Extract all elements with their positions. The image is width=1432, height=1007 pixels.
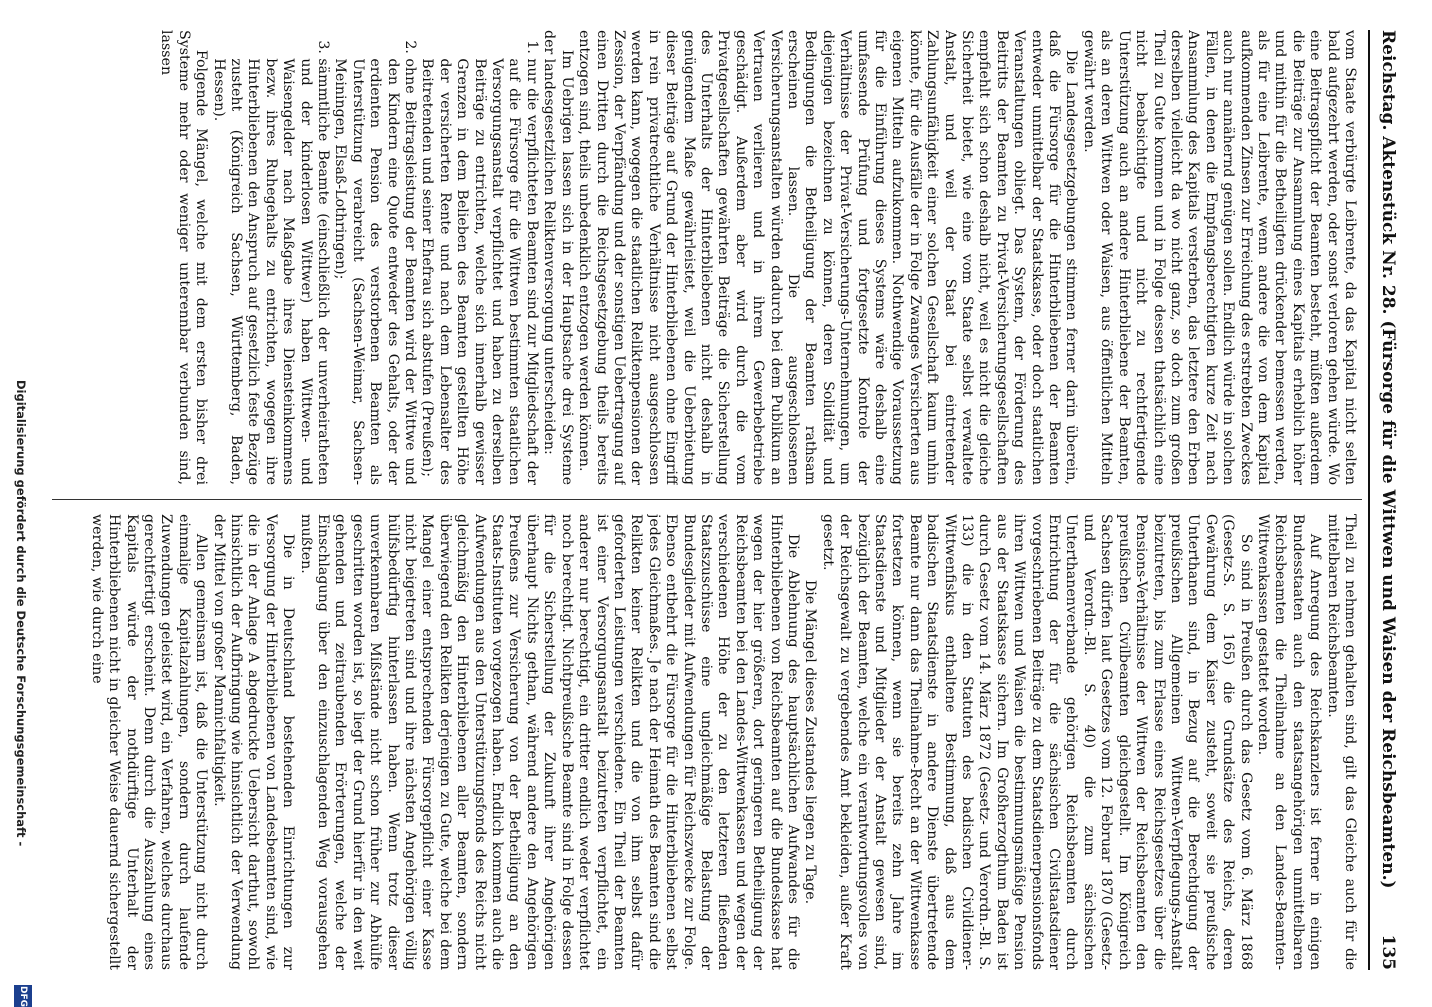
- dfg-logo: DFG: [14, 985, 32, 1007]
- digitization-note: Digitalisierung gefördert durch die Deutsche Forschungsgemeinschaft -: [14, 380, 28, 847]
- paragraph: Theil zu nehmen gehalten sind, gilt das Gleiche auch für die mittelbaren Reichsbeamten.: [1324, 514, 1358, 970]
- list-item: 2. ohne Beitragsleistung der Beamten wird der Wittwe und den Kindern eine Quote entweder des Gehalts, oder der erdienten Pension des verstorbenen Beamten als Unterstützung verabreicht (Sachsen-Weimar, Sachsen-Meiningen, Elsaß-Lothringen);: [331, 58, 418, 485]
- page-header: [1372, 30, 1398, 970]
- list-item: 1. nur die verpflichteten Beamten sind zur Mitgliedschaft der auf die Fürsorge für die Wittwen bestimmten staatlichen Versorgungsanstalt verpflichtet und haben zu derselben Beiträge zu entrichten, welche sich innerhalb gewisser Grenzen in dem Belieben des Beamten gestellten Höhe der versicherten Rente und nach dem Lebensalter des Beitretenden und seiner Ehefrau sich abstufen (Preußen);: [418, 58, 540, 485]
- right-column: [58, 514, 1358, 970]
- paragraph: Die Ablehnung des hauptsächlichen Aufwandes für die Hinterbliebenen von Reichsbeamten auf die Bundeskasse hat wegen der hier größeren, dort geringeren Betheiligung der Reichsbeamten bei den Landes-Wittwenkassen und wegen der verschiedenen Höhe der zu den letzteren fließenden Staatszuschüsse eine ungleichmäßige Belastung der Bundesglieder mit Aufwendungen für Reichszwecke zur Folge. Ebenso entbehrt die Fürsorge für die Hinterbliebenen selbst jedes Gleichmaßes. Je nach der Heimath des Beamten sind die Relikten keiner Relikten und die von ihm selbst dafür geforderten Leistungen verschiedene. Ein Theil der Beamten ist einer Versorgungsanstalt beizutreten verpflichtet, ein anderer nur berechtigt, ein dritter endlich weder verpflichtet noch berechtigt. Nichtpreußische Beamte sind in Folge dessen für die Sicherstellung der Zukunft ihrer Angehörigen überhaupt Nichts gethan, während andere den Angehörigen Preußens zur Versicherung von der Betheiligung an den Staats-Instituten vorgezogen haben. Endlich kommen auch die Aufwendungen aus den Unterstützungsfonds des Reichs nicht gleichmäßig den Hinterbliebenen aller Beamten, sondern überwiegend den Relikten derjenigen zu Gute, welche bei dem Mangel einer entsprechenden Fürsorgepflicht einer Kasse nicht beigetreten sind und ihre nächsten Angehörigen völlig hülfsbedürftig hinterlassen haben. Wenn trotz dieser unverkennbaren Mißstände nicht schon früher zur Abhülfe geschritten worden ist, so liegt der Grund hierfür in den weit gehenden und zeitraubenden Erörterungen, welche der Einschlagung über den einzuschlagenden Weg vorausgehen mußten.: [297, 514, 801, 970]
- list-item: 3. sämmtliche Beamte (einschließlich der unverheiratheten und der kinderlosen Wittwer) haben Wittwen- und Waisengelder nach Maßgabe ihres Diensteinkommens bezw. ihres Ruhegehalts zu entrichten, wogegen ihre Hinterbliebenen den Anspruch auf gesetzlich feste Bezüge zusteht (Königreich Sachsen, Württemberg, Baden, Hessen).: [209, 58, 331, 485]
- digitization-footer: [6, 0, 36, 1007]
- running-title: Reichstag. Aktenstück Nr. 28. (Fürsorge für die Wittwen und Waisen der Reichsbeamten.): [1378, 30, 1398, 889]
- paragraph: Allen gemeinsam ist, daß die Unterstützung nicht durch einmalige Kapitalzahlungen, sondern durch laufende Zuwendungen geleistet wird, ein Verfahren, welches durchaus gerechtfertigt erscheint. Denn durch die Auszahlung eines Kapitals würde der nothdürftige Unterhalt der Hinterbliebenen nicht in gleicher Weise dauernd sichergestellt werden, wie durch eine: [88, 514, 210, 970]
- paragraph: vom Staate verbürgte Leibrente, da das Kapital nicht selten bald aufgezehrt werden, oder sonst verloren gehen würde. Wo eine Beitragspflicht der Beamten besteht, müßten außerdem die Beiträge zur Ansammlung eines Kapitals erheblich höher und mithin für die Betheiligten drückender bemessen werden, als für eine Leibrente, wenn andere die von dem Kapital aufkommenden Zinsen zur Erreichung des erstrebten Zweckes auch nur annähernd genügen sollen. Endlich würde in solchen Fällen, in denen die Empfangsberechtigten kurze Zeit nach Ansammlung des Kapitals versterben, das letztere den Erben derselben vielleicht da wo nicht ganz, so doch zum großen Theil zu Gute kommen und in Folge dessen thatsächlich eine nicht beabsichtigte und nicht zu rechtfertigende Unterstützung auch an andere Hinterbliebene der Beamten, als an deren Wittwen oder Waisen, aus öffentlichen Mitteln gewährt werden.: [1080, 30, 1358, 485]
- paragraph: So sind in Preußen durch das Gesetz vom 6. März 1868 (Gesetz-S. S. 165) die Grundsätze des Reichs, deren Gewährung dem Kaiser zusteht, soweit sie preußische Unterthanen sind, in Bezug auf die Berechtigung der preußischen Allgemeinen Wittwen-Verpflegungs-Anstalt beizutreten, bis zum Erlasse eines Reichsgesetzes über die Pensions-Verhältnisse der Wittwen der Reichsbeamten den preußischen Civilbeamten gleichgestellt. Im Königreich Sachsen dürfen laut Gesetzes vom 12. Februar 1870 (Gesetz- und Verordn.-Bl. S. 40) die zum sächsischen Unterthanenverbande gehörigen Reichsbeamten durch Entrichtung der für die sächsischen Civilstaatsdiener vorgeschriebenen Beiträge zu dem Staatsdienerpensionsfonds ihren Wittwen und Waisen die bestimmungsmäßige Pension aus der Staatskasse sichern. Im Großherzogthum Baden ist durch Gesetz vom 14. März 1872 (Gesetz- und Verordn.-Bl. S. 133) die in den Statuten des badischen Civildiener-Wittwenfiskus enthaltene Bestimmung, daß aus dem badischen Staatsdienste in andere Dienste übertretende Beamte nur dann das Theilnahme-Recht an der Wittwenkasse fortsetzen können, wenn sie bereits zehn Jahre im Staatsdienste und Mitglieder der Anstalt gewesen sind, bezüglich der Beamten, welche ein verantwortungsvolles von der Reichsgewalt zu vergebendes Amt bekleiden, außer Kraft gesetzt.: [819, 514, 1254, 970]
- paragraph: Folgende Mängel, welche mit dem ersten bisher drei Systeme mehr oder weniger unterennbar verbunden sind, lassen: [158, 30, 210, 485]
- page-number: 135: [1378, 934, 1398, 970]
- left-column: [58, 30, 1358, 485]
- systems-list: [209, 30, 540, 485]
- paragraph: Die Landesgesetzgebungen stimmen ferner darin überein, daß die Fürsorge für die Hinterbliebenen der Beamten entweder unmittelbar der Staatskasse, oder doch staatlichen Veranstaltungen obliegt. Das System, der Förderung des Beitritts der Beamten zu Privat-Versicherungsgesellschaften empfiehlt sich schon deshalb nicht, weil es nicht die gleiche Sicherheit bietet, wie eine vom Staate selbst verwaltete Anstalt, und weil der Staat bei eintretender Zahlungsunfähigkeit einer solchen Gesellschaft kaum umhin könnte, für die Ausfälle der in Folge Zwanges Versicherten aus eigenen Mitteln aufzukommen. Nothwendige Voraussetzung für die Einführung dieses Systems wäre deshalb eine umfassende Prüfung und fortgesetzte Kontrole der Verhältnisse der Privat-Versicherungs-Unternehmungen, um diejenigen bezeichnen zu können, deren Solidität und Bedingungen die Betheiligung der Beamten rathsam erscheinen lassen. Die ausgeschlossenen Versicherungsanstalten würden dadurch bei dem Publikum an Vertrauen verlieren und in ihrem Gewerbebetriebe geschädigt. Außerdem aber wird durch die vom Privatgesellschaften gewährten Beiträge die Sicherstellung des Unterhalts der Hinterbliebenen nicht deshalb in genügendem Maße gewährleistet, weil die Ueberbietung dieser Beiträge auf Grund der Hinterbliebenen ohne Eingriff in rein privatrechtliche Verhältnisse nicht ausgeschlossen werden kann, wogegen die staatlichen Reliktenpensionen der Zession, der Verpfändung und der sonstigen Uebertragung auf einen Dritten durch die Reichsgesetzgebung theils bereits entzogen sind, theils unbedenklich entzogen werden können.: [576, 30, 1080, 485]
- paragraph: Im Uebrigen lassen sich in der Hauptsache drei Systeme der landesgesetzlichen Reliktenversorgung unterscheiden:: [541, 30, 575, 485]
- header-rule: [1368, 30, 1370, 970]
- column-divider: [52, 499, 1362, 500]
- paragraph: Auf Anregung des Reichskanzlers ist ferner in einigen Bundesstaaten auch den staatsangehörigen unmittelbaren Reichsbeamten die Theilnahme an den Landes-Beamten-Wittwenkassen gestattet worden.: [1254, 514, 1324, 970]
- section-heading: Die Mängel dieses Zustandes liegen zu Tage.: [802, 579, 819, 905]
- paragraph: Die in Deutschland bestehenden Einrichtungen zur Versorgung der Hinterbliebenen von Landesbeamten sind, wie die in der Anlage A abgedruckte Uebersicht darthut, sowohl hinsichtlich der Aufbringung wie hinsichtlich der Verwendung der Mittel von großer Mannichfaltigkeit.: [210, 514, 297, 970]
